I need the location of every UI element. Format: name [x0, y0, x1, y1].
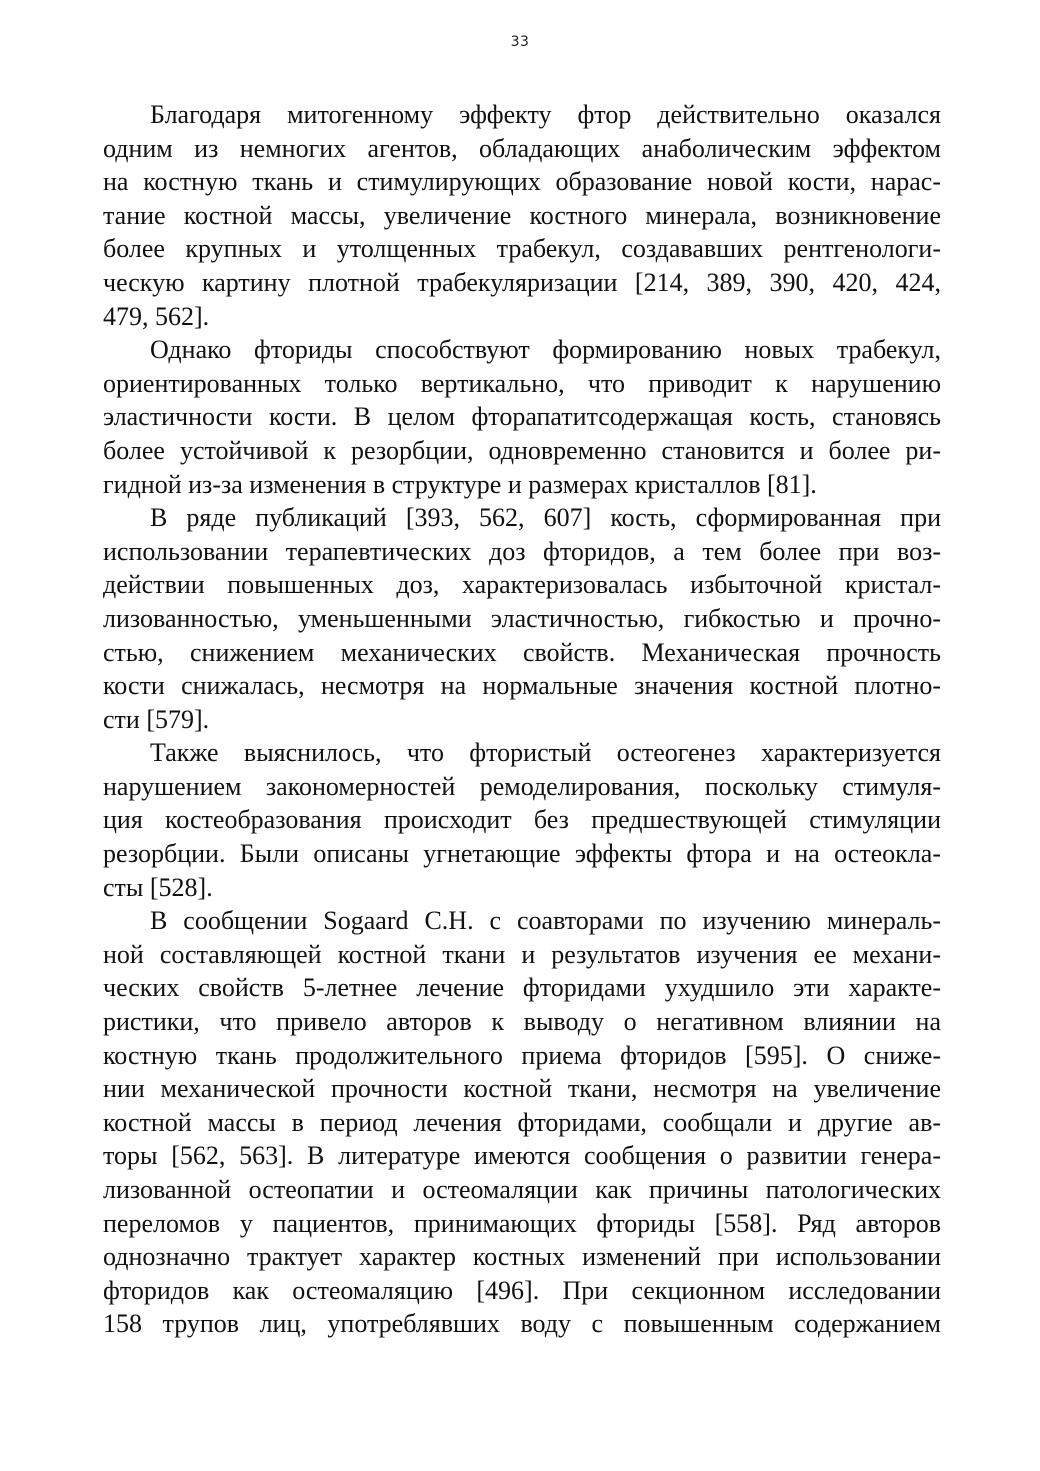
text-line: костную ткань продолжительного приема фторидов [595]. О сниже- — [103, 1040, 941, 1070]
text-line: переломов у пациентов, принимающих фториды [558]. Ряд авторов — [103, 1208, 941, 1238]
text-line: лизованностью, уменьшенными эластичностью, гибкостью и прочно- — [103, 603, 941, 633]
text-line: торы [562, 563]. В литературе имеются сообщения о развитии генера- — [103, 1141, 941, 1171]
paragraph — [103, 904, 941, 1341]
text-line: В сообщении Sogaard C.H. с соавторами по изучению минераль- — [150, 906, 941, 936]
text-line: Благодаря митогенному эффекту фтор действительно оказался — [150, 100, 941, 129]
text-line: костной массы в период лечения фторидами, сообщали и другие ав- — [103, 1107, 941, 1137]
paragraph — [103, 501, 941, 736]
text-line: однозначно трактует характер костных изменений при использовании — [103, 1242, 941, 1272]
page-number: 33 — [510, 34, 530, 50]
text-line: стью, снижением механических свойств. Механическая прочность — [103, 637, 941, 667]
text-line: Однако фториды способствуют формированию новых трабекул, — [150, 335, 941, 365]
text-line: 479, 562]. — [103, 301, 210, 331]
text-line: В ряде публикаций [393, 562, 607] кость, сформированная при — [150, 503, 941, 533]
text-line: фторидов как остеомаляцию [496]. При секционном исследовании — [103, 1275, 941, 1305]
text-line: резорбции. Были описаны угнетающие эффекты фтора и на остеокла- — [103, 839, 941, 869]
body-text — [103, 98, 941, 1341]
text-line: лизованной остеопатии и остеомаляции как причины патологических — [103, 1175, 941, 1204]
text-line: нарушением закономерностей ремоделирования, поскольку стимуля- — [103, 771, 941, 801]
text-line: одним из немногих агентов, обладающих анаболическим эффектом — [103, 133, 941, 163]
text-line: ческих свойств 5-летнее лечение фторидами ухудшило эти характе- — [103, 973, 941, 1003]
text-line: Также выяснилось, что фтористый остеогенез характеризуется — [150, 738, 941, 768]
paragraph — [103, 736, 941, 904]
text-line: ной составляющей костной ткани и результатов изучения ее механи- — [103, 939, 941, 969]
text-line: более устойчивой к резорбции, одновременно становится и более ри- — [103, 435, 941, 465]
text-line: кости снижалась, несмотря на нормальные значения костной плотно- — [103, 671, 941, 701]
text-line: использовании терапевтических доз фторидов, а тем более при воз- — [103, 536, 941, 566]
paragraph — [103, 333, 941, 501]
text-line: эластичности кости. В целом фторапатитсодержащая кость, становясь — [103, 402, 941, 432]
text-line: тание костной массы, увеличение костного минерала, возникновение — [103, 200, 941, 230]
text-line: гидной из-за изменения в структуре и размерах кристаллов [81]. — [103, 469, 817, 499]
text-line: действии повышенных доз, характеризовалась избыточной кристал- — [103, 570, 941, 600]
text-line: нии механической прочности костной ткани, несмотря на увеличение — [103, 1074, 941, 1104]
text-line: ция костеобразования происходит без предшествующей стимуляции — [103, 805, 941, 835]
text-line: 158 трупов лиц, употреблявших воду с повышенным содержанием — [103, 1309, 941, 1339]
text-line: более крупных и утолщенных трабекул, создававших рентгенологи- — [103, 234, 941, 264]
text-line: ориентированных только вертикально, что приводит к нарушению — [103, 368, 941, 398]
text-line: сты [528]. — [103, 872, 213, 902]
text-line: ческую картину плотной трабекуляризации [214, 389, 390, 420, 424, — [103, 267, 941, 297]
text-line: ристики, что привело авторов к выводу о негативном влиянии на — [103, 1007, 941, 1037]
text-line: сти [579]. — [103, 704, 210, 734]
paragraph — [103, 98, 941, 333]
text-line: на костную ткань и стимулирующих образование новой кости, нарас- — [103, 167, 941, 197]
